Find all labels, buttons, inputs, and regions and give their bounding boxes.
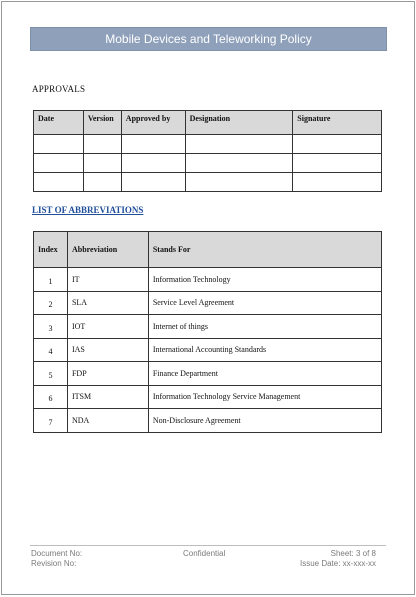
abbreviations-header-row [34, 232, 382, 268]
stands-for-cell: International Accounting Standards [148, 338, 381, 362]
table-row [34, 362, 382, 386]
footer-left [31, 549, 82, 569]
table-row [34, 154, 382, 173]
stands-for-cell: Finance Department [148, 362, 381, 386]
table-cell [34, 154, 84, 173]
abbreviation-cell: IAS [67, 338, 148, 362]
document-number-label: Document No: [31, 549, 83, 558]
index-cell: 4 [34, 338, 68, 362]
stands-for-cell: Information Technology Service Management [148, 385, 381, 409]
revision-number-label: Revision No: [31, 559, 77, 568]
table-cell [293, 154, 382, 173]
stands-for-cell: Information Technology [148, 268, 381, 292]
table-row [34, 315, 382, 339]
table-cell [293, 135, 382, 154]
stands-for-cell: Service Level Agreement [148, 291, 381, 315]
table-cell [83, 173, 121, 192]
abbreviations-heading: LIST OF ABBREVIATIONS [32, 205, 144, 215]
table-row [34, 268, 382, 292]
table-row [34, 338, 382, 362]
table-row [34, 291, 382, 315]
approvals-col-signature: Signature [293, 111, 382, 135]
abbreviation-cell: SLA [67, 291, 148, 315]
footer-right [292, 549, 376, 569]
table-row [34, 385, 382, 409]
abbreviation-cell: FDP [67, 362, 148, 386]
index-cell: 6 [34, 385, 68, 409]
table-cell [83, 135, 121, 154]
index-cell: 3 [34, 315, 68, 339]
table-cell [185, 154, 293, 173]
approvals-col-approved-by: Approved by [121, 111, 185, 135]
table-cell [121, 135, 185, 154]
table-cell [185, 173, 293, 192]
abbreviations-col-abbreviation: Abbreviation [67, 232, 148, 268]
abbreviation-cell: IT [67, 268, 148, 292]
table-row [34, 135, 382, 154]
approvals-table [33, 110, 382, 192]
footer-divider [30, 545, 386, 546]
approvals-header-row [34, 111, 382, 135]
index-cell: 2 [34, 291, 68, 315]
table-row [34, 409, 382, 433]
approvals-col-version: Version [83, 111, 121, 135]
table-cell [121, 154, 185, 173]
abbreviations-table [33, 231, 382, 433]
stands-for-cell: Non-Disclosure Agreement [148, 409, 381, 433]
stands-for-cell: Internet of things [148, 315, 381, 339]
abbreviation-cell: IOT [67, 315, 148, 339]
sheet-number: Sheet: 3 of 8 [330, 549, 376, 558]
approvals-col-date: Date [34, 111, 84, 135]
abbreviations-col-index: Index [34, 232, 68, 268]
table-cell [34, 135, 84, 154]
table-row [34, 173, 382, 192]
table-cell [34, 173, 84, 192]
table-cell [83, 154, 121, 173]
document-title-banner [30, 27, 387, 51]
index-cell: 7 [34, 409, 68, 433]
approvals-col-designation: Designation [185, 111, 293, 135]
approvals-heading: APPROVALS [32, 84, 86, 94]
abbreviations-col-stands-for: Stands For [148, 232, 381, 268]
table-cell [121, 173, 185, 192]
index-cell: 1 [34, 268, 68, 292]
document-title: Mobile Devices and Teleworking Policy [105, 32, 312, 46]
issue-date: Issue Date: xx-xxx-xx [299, 559, 376, 568]
abbreviation-cell: NDA [67, 409, 148, 433]
footer-classification: Confidential [183, 549, 226, 558]
table-cell [185, 135, 293, 154]
abbreviation-cell: ITSM [67, 385, 148, 409]
table-cell [293, 173, 382, 192]
index-cell: 5 [34, 362, 68, 386]
document-page [1, 1, 415, 595]
